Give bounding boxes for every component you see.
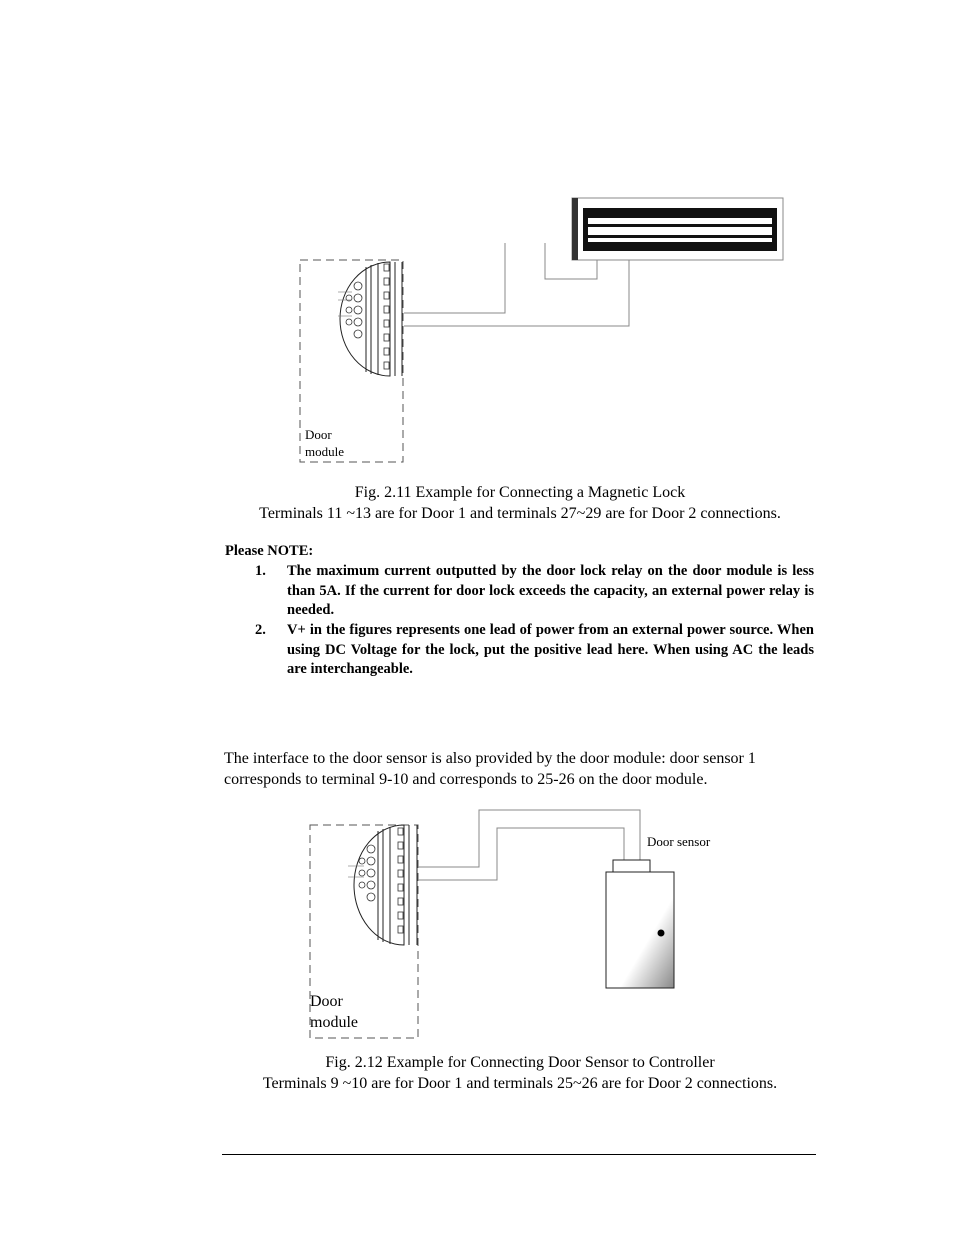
terminal-block [354,825,404,945]
door [606,872,674,988]
door-module-label-1: Door module [305,427,344,459]
figure-2-12-caption: Fig. 2.12 Example for Connecting Door Sensor to Controller [325,1054,715,1071]
door-sensor-label: Door sensor [647,834,711,849]
door-sensor-paragraph: The interface to the door sensor is also provided by the door module: door sensor 1 corresponds to terminal 9-10 and corresponds to 25-26 on the door module. [224,750,756,788]
door-module-label-2: Door module [310,993,358,1031]
note-title: Please NOTE: [225,543,314,559]
sensor-wires [418,810,640,880]
door-handle [658,930,665,937]
footer-rule [222,1154,816,1155]
figure-2-12-subcaption: Terminals 9 ~10 are for Door 1 and terminals 25~26 are for Door 2 connections. [262,1075,778,1092]
figure-2-11-caption: Fig. 2.11 Example for Connecting a Magnetic Lock [354,484,686,501]
figure-2-11-subcaption: Terminals 11 ~13 are for Door 1 and terminals 27~29 are for Door 2 connections. [259,505,781,522]
